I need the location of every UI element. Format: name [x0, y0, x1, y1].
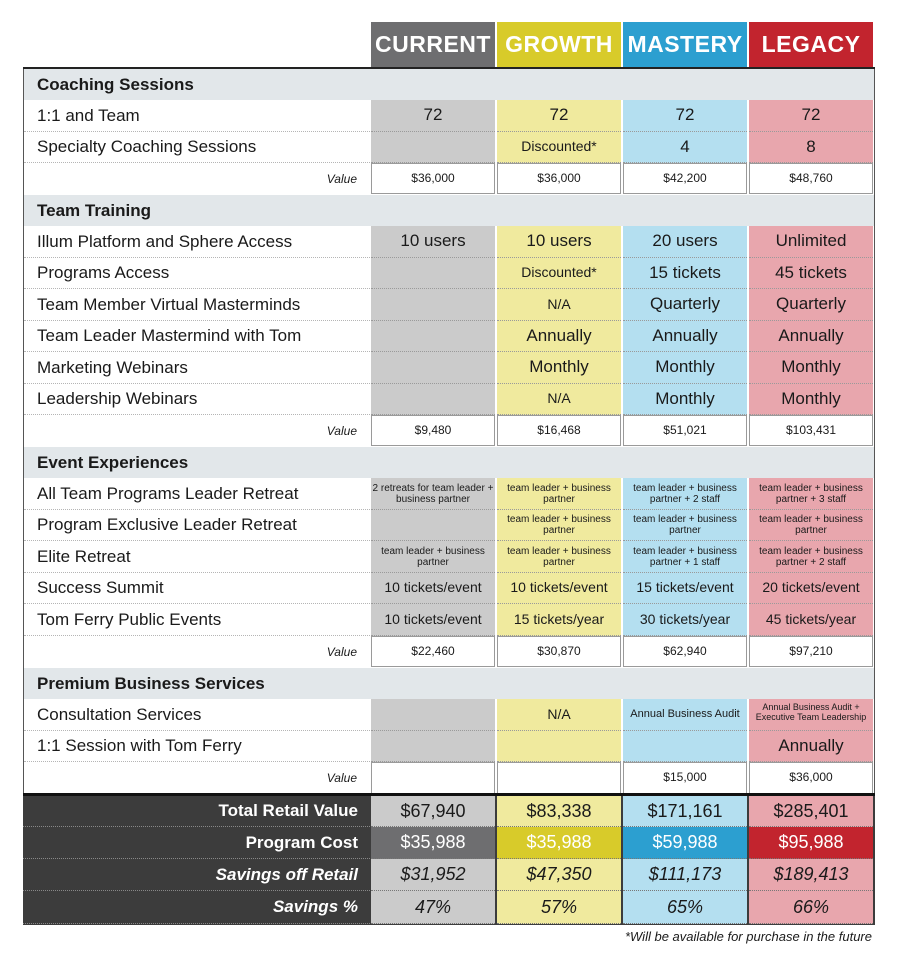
cell-growth: 72	[497, 100, 621, 132]
totals-cell-legacy: 66%	[749, 891, 873, 924]
cell-current	[371, 321, 495, 352]
value-cell-mastery: $42,200	[623, 163, 747, 194]
cell-legacy: team leader + business partner + 3 staff	[749, 478, 873, 510]
section-header-premium-business-services: Premium Business Services	[24, 668, 874, 699]
feature-row	[24, 604, 874, 636]
cell-legacy: Quarterly	[749, 289, 873, 321]
cell-legacy: Monthly	[749, 384, 873, 415]
feature-row	[24, 699, 874, 731]
value-row	[24, 636, 874, 667]
cell-current	[371, 731, 495, 762]
cell-mastery: 15 tickets	[623, 258, 747, 289]
cell-mastery: 4	[623, 132, 747, 163]
cell-current: 10 tickets/event	[371, 573, 495, 604]
value-cell-mastery: $62,940	[623, 636, 747, 667]
section-header-team-training: Team Training	[24, 195, 874, 226]
footnote: *Will be available for purchase in the future	[624, 929, 872, 944]
cell-growth: 10 users	[497, 226, 621, 258]
value-label: Value	[326, 644, 357, 659]
value-label: Value	[326, 771, 357, 785]
cell-legacy: Annually	[749, 321, 873, 352]
feature-row	[24, 100, 874, 132]
cell-legacy: 20 tickets/event	[749, 573, 873, 604]
cell-current	[371, 289, 495, 321]
totals-cell-mastery: $171,161	[623, 796, 747, 827]
feature-row	[24, 573, 874, 604]
section-header-event-experiences: Event Experiences	[24, 447, 874, 478]
cell-mastery: Monthly	[623, 384, 747, 415]
feature-row	[24, 541, 874, 573]
cell-mastery: 30 tickets/year	[623, 604, 747, 636]
totals-cell-current: $67,940	[371, 796, 495, 827]
feature-row	[24, 478, 874, 510]
value-cell-current: $22,460	[371, 636, 495, 667]
totals-cell-growth: $35,988	[497, 827, 621, 859]
cell-legacy: Monthly	[749, 352, 873, 384]
cell-growth: Monthly	[497, 352, 621, 384]
feature-label: All Team Programs Leader Retreat	[24, 478, 370, 510]
feature-label: Team Member Virtual Masterminds	[24, 289, 370, 321]
value-cell-legacy: $48,760	[749, 163, 873, 194]
cell-mastery: 15 tickets/event	[623, 573, 747, 604]
cell-current: team leader + business partner	[371, 541, 495, 573]
feature-label: Specialty Coaching Sessions	[24, 132, 370, 163]
feature-label: Programs Access	[24, 258, 370, 289]
cell-legacy: team leader + business partner + 2 staff	[749, 541, 873, 573]
tier-header-growth: GROWTH	[497, 22, 621, 67]
feature-label: Leadership Webinars	[24, 384, 370, 415]
value-cell-growth: $36,000	[497, 163, 621, 194]
cell-legacy: 45 tickets	[749, 258, 873, 289]
section-header-coaching-sessions: Coaching Sessions	[24, 69, 874, 100]
cell-legacy: Unlimited	[749, 226, 873, 258]
cell-mastery	[623, 731, 747, 762]
cell-growth: 10 tickets/event	[497, 573, 621, 604]
value-row	[24, 415, 874, 446]
cell-current: 10 users	[371, 226, 495, 258]
feature-row	[24, 731, 874, 762]
value-cell-growth	[497, 762, 621, 794]
value-cell-legacy: $103,431	[749, 415, 873, 446]
totals-row-total-retail-value	[23, 796, 875, 827]
cell-current	[371, 699, 495, 731]
cell-mastery: team leader + business partner	[623, 510, 747, 541]
cell-mastery: Monthly	[623, 352, 747, 384]
cell-mastery: Annually	[623, 321, 747, 352]
feature-label: 1:1 Session with Tom Ferry	[24, 731, 370, 762]
tier-header-current: CURRENT	[371, 22, 495, 67]
value-row	[24, 762, 874, 794]
feature-row	[24, 132, 874, 163]
value-row	[24, 163, 874, 194]
cell-current	[371, 132, 495, 163]
cell-growth: Discounted*	[497, 132, 621, 163]
feature-row	[24, 352, 874, 384]
totals-label: Savings off Retail	[23, 859, 370, 891]
value-cell-legacy: $36,000	[749, 762, 873, 794]
cell-mastery: team leader + business partner + 1 staff	[623, 541, 747, 573]
totals-label: Total Retail Value	[23, 796, 370, 827]
value-cell-legacy: $97,210	[749, 636, 873, 667]
value-cell-growth: $16,468	[497, 415, 621, 446]
feature-label: Program Exclusive Leader Retreat	[24, 510, 370, 541]
totals-label: Savings %	[23, 891, 370, 924]
cell-growth: N/A	[497, 289, 621, 321]
totals-cell-legacy: $189,413	[749, 859, 873, 891]
cell-growth: N/A	[497, 384, 621, 415]
feature-row	[24, 321, 874, 352]
feature-label: Team Leader Mastermind with Tom	[24, 321, 370, 352]
cell-mastery: Annual Business Audit	[623, 699, 747, 731]
totals-row-savings	[23, 891, 875, 924]
totals-row-savings-off-retail	[23, 859, 875, 891]
value-cell-current: $36,000	[371, 163, 495, 194]
value-cell-current: $9,480	[371, 415, 495, 446]
totals-cell-legacy: $285,401	[749, 796, 873, 827]
totals-label: Program Cost	[23, 827, 370, 859]
tier-header-mastery: MASTERY	[623, 22, 747, 67]
value-cell-current	[371, 762, 495, 794]
totals-row-program-cost	[23, 827, 875, 859]
cell-mastery: team leader + business partner + 2 staff	[623, 478, 747, 510]
cell-current	[371, 352, 495, 384]
cell-growth	[497, 731, 621, 762]
cell-growth: Discounted*	[497, 258, 621, 289]
totals-cell-mastery: $111,173	[623, 859, 747, 891]
cell-growth: team leader + business partner	[497, 510, 621, 541]
cell-current	[371, 258, 495, 289]
totals-cell-mastery: 65%	[623, 891, 747, 924]
cell-growth: team leader + business partner	[497, 478, 621, 510]
feature-row	[24, 289, 874, 321]
totals-cell-mastery: $59,988	[623, 827, 747, 859]
cell-current: 2 retreats for team leader + business partner	[371, 478, 495, 510]
cell-current: 72	[371, 100, 495, 132]
cell-mastery: 20 users	[623, 226, 747, 258]
feature-row	[24, 384, 874, 415]
feature-label: Marketing Webinars	[24, 352, 370, 384]
totals-cell-growth: 57%	[497, 891, 621, 924]
value-label: Value	[326, 171, 357, 186]
cell-mastery: 72	[623, 100, 747, 132]
cell-current	[371, 384, 495, 415]
feature-row	[24, 258, 874, 289]
totals-cell-growth: $47,350	[497, 859, 621, 891]
totals-cell-legacy: $95,988	[749, 827, 873, 859]
cell-legacy: 72	[749, 100, 873, 132]
tier-header-legacy: LEGACY	[749, 22, 873, 67]
cell-mastery: Quarterly	[623, 289, 747, 321]
cell-growth: team leader + business partner	[497, 541, 621, 573]
cell-growth: N/A	[497, 699, 621, 731]
cell-growth: Annually	[497, 321, 621, 352]
feature-row	[24, 226, 874, 258]
cell-legacy: 45 tickets/year	[749, 604, 873, 636]
cell-legacy: team leader + business partner	[749, 510, 873, 541]
feature-label: Illum Platform and Sphere Access	[24, 226, 370, 258]
totals-cell-current: $31,952	[371, 859, 495, 891]
cell-legacy: Annually	[749, 731, 873, 762]
totals-cell-current: $35,988	[371, 827, 495, 859]
totals-cell-growth: $83,338	[497, 796, 621, 827]
cell-legacy: 8	[749, 132, 873, 163]
feature-label: 1:1 and Team	[24, 100, 370, 132]
value-cell-mastery: $51,021	[623, 415, 747, 446]
feature-label: Elite Retreat	[24, 541, 370, 573]
feature-label: Consultation Services	[24, 699, 370, 731]
feature-row	[24, 510, 874, 541]
value-label: Value	[326, 423, 357, 438]
cell-current: 10 tickets/event	[371, 604, 495, 636]
feature-label: Tom Ferry Public Events	[24, 604, 370, 636]
feature-label: Success Summit	[24, 573, 370, 604]
totals-cell-current: 47%	[371, 891, 495, 924]
value-cell-mastery: $15,000	[623, 762, 747, 794]
cell-growth: 15 tickets/year	[497, 604, 621, 636]
cell-legacy: Annual Business Audit + Executive Team Leadership	[749, 699, 873, 731]
cell-current	[371, 510, 495, 541]
value-cell-growth: $30,870	[497, 636, 621, 667]
